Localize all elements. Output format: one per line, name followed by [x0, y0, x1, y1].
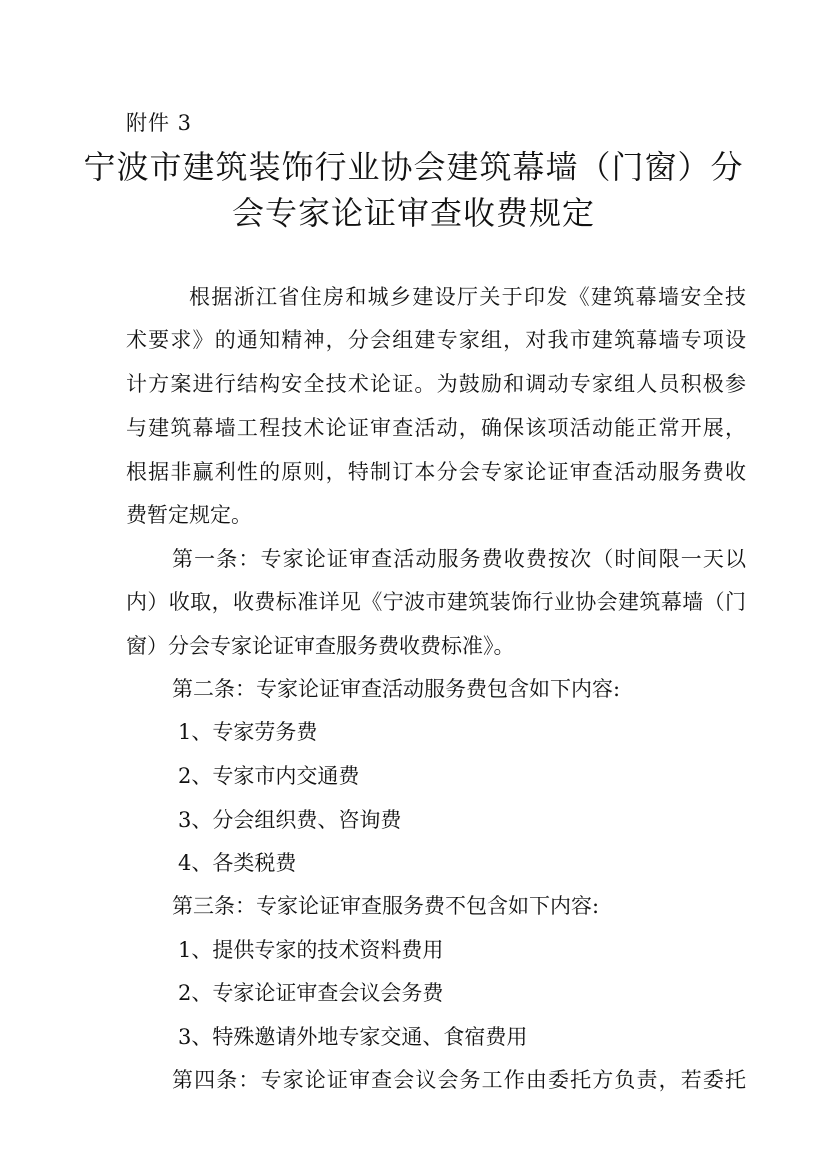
attachment-label: 附件 3 — [126, 111, 193, 135]
article-3-item-1: 1、提供专家的技术资料费用 — [178, 938, 444, 962]
article-2-item-2: 2、专家市内交通费 — [178, 764, 360, 788]
document-title-line-1: 宁波市建筑装饰行业协会建筑幕墙（门窗）分 — [83, 148, 744, 186]
article-2-heading: 第二条：专家论证审查活动服务费包含如下内容: — [172, 677, 621, 701]
article-3-item-2: 2、专家论证审查会议会务费 — [178, 981, 444, 1005]
article-2-item-1: 1、专家劳务费 — [178, 720, 318, 744]
article-3-heading: 第三条：专家论证审查服务费不包含如下内容: — [172, 894, 600, 918]
article-2-item-4: 4、各类税费 — [178, 851, 297, 875]
intro-line-2: 术要求》的通知精神，分会组建专家组，对我市建筑幕墙专项设 — [126, 328, 746, 352]
document-title-line-2: 会专家论证审查收费规定 — [231, 194, 595, 232]
article-1-line-1: 第一条：专家论证审查活动服务费收费按次（时间限一天以 — [172, 547, 746, 571]
article-1-line-2: 内）收取，收费标准详见《宁波市建筑装饰行业协会建筑幕墙（门 — [126, 590, 746, 614]
intro-line-6: 费暂定规定。 — [126, 503, 252, 527]
intro-line-3: 计方案进行结构安全技术论证。为鼓励和调动专家组人员积极参 — [126, 372, 746, 396]
intro-line-4: 与建筑幕墙工程技术论证审查活动，确保该项活动能正常开展， — [126, 416, 746, 440]
intro-line-5: 根据非赢利性的原则，特制订本分会专家论证审查活动服务费收 — [126, 460, 746, 484]
article-4-line-1: 第四条：专家论证审查会议会务工作由委托方负责，若委托 — [172, 1068, 746, 1092]
intro-line-1: 根据浙江省住房和城乡建设厅关于印发《建筑幕墙安全技 — [189, 285, 746, 309]
article-2-item-3: 3、分会组织费、咨询费 — [178, 808, 402, 832]
article-3-item-3: 3、特殊邀请外地专家交通、食宿费用 — [178, 1025, 528, 1049]
article-1-line-3: 窗）分会专家论证审查服务费收费标准》。 — [126, 634, 515, 658]
